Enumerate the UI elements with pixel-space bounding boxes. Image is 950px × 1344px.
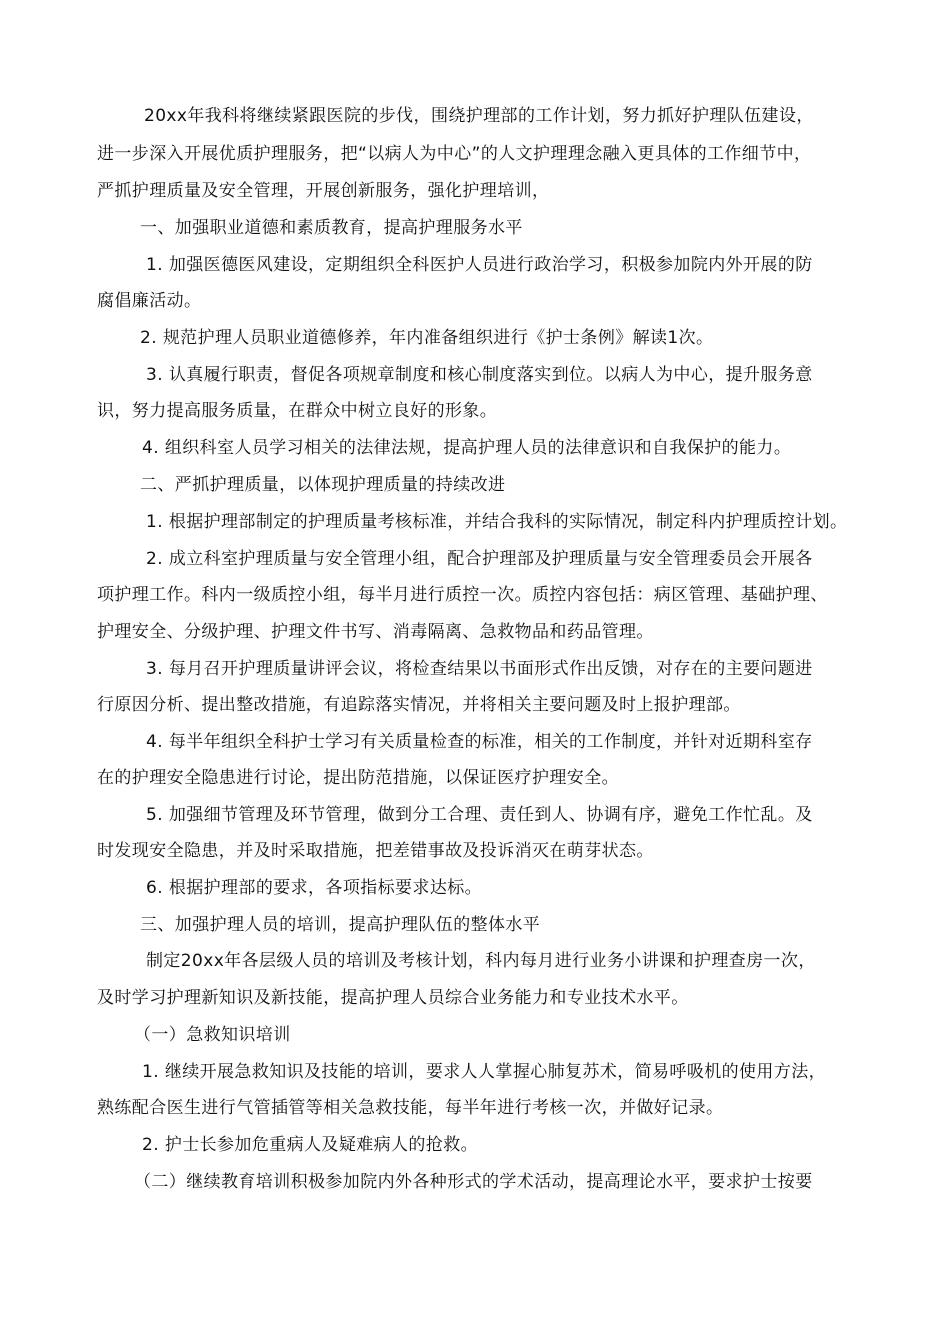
paragraph-line: 1. 根据护理部制定的护理质量考核标准，并结合我科的实际情况，制定科内护理质控计划。 [146, 512, 848, 532]
paragraph-line: 4. 每半年组织全科护士学习有关质量检查的标准，相关的工作制度，并针对近期科室存 [146, 732, 813, 752]
paragraph-line: 1. 加强医德医风建设，定期组织全科医护人员进行政治学习，积极参加院内外开展的防 [146, 255, 813, 275]
paragraph-line: 护理安全、分级护理、护理文件书写、消毒隔离、急救物品和药品管理。 [97, 622, 654, 642]
paragraph-line: 3. 每月召开护理质量讲评会议，将检查结果以书面形式作出反馈，对存在的主要问题进 [146, 659, 813, 679]
paragraph-line: 及时学习护理新知识及新技能，提高护理人员综合业务能力和专业技术水平。 [97, 988, 689, 1008]
paragraph-line: 2. 规范护理人员职业道德修养，年内准备组织进行《护士条例》解读1次。 [140, 328, 714, 348]
heading-line: 三、加强护理人员的培训，提高护理队伍的整体水平 [140, 915, 541, 935]
heading-line: （二）继续教育培训积极参加院内外各种形式的学术活动，提高理论水平，要求护士按要 [134, 1172, 813, 1192]
paragraph-line: 6. 根据护理部的要求，各项指标要求达标。 [146, 878, 483, 898]
paragraph-line: 2. 成立科室护理质量与安全管理小组，配合护理部及护理质量与安全管理委员会开展各 [146, 549, 813, 569]
paragraph-line: 20xx年我科将继续紧跟医院的步伐，围绕护理部的工作计划，努力抓好护理队伍建设， [144, 106, 814, 126]
paragraph-line: 2. 护士长参加危重病人及疑难病人的抢救。 [142, 1135, 479, 1155]
paragraph-line: 时发现安全隐患，并及时采取措施，把差错事故及投诉消灭在萌芽状态。 [97, 841, 654, 861]
paragraph-line: 制定20xx年各层级人员的培训及考核计划，科内每月进行业务小讲课和护理查房一次， [146, 951, 816, 971]
paragraph-line: 4. 组织科室人员学习相关的法律法规，提高护理人员的法律意识和自我保护的能力。 [142, 438, 792, 458]
heading-line: （一）急救知识培训 [134, 1025, 291, 1045]
paragraph-line: 识，努力提高服务质量，在群众中树立良好的形象。 [97, 401, 498, 421]
paragraph-line: 1. 继续开展急救知识及技能的培训，要求人人掌握心肺复苏术，简易呼吸机的使用方法， [142, 1062, 827, 1082]
paragraph-line: 在的护理安全隐患进行讨论，提出防范措施，以保证医疗护理安全。 [97, 768, 619, 788]
paragraph-line: 进一步深入开展优质护理服务，把“以病人为中心”的人文护理理念融入更具体的工作细节中， [97, 144, 812, 164]
paragraph-line: 严抓护理质量及安全管理，开展创新服务，强化护理培训， [97, 181, 550, 201]
heading-line: 一、加强职业道德和素质教育，提高护理服务水平 [140, 218, 523, 238]
paragraph-line: 熟练配合医生进行气管插管等相关急救技能，每半年进行考核一次，并做好记录。 [97, 1098, 724, 1118]
heading-line: 二、严抓护理质量，以体现护理质量的持续改进 [140, 475, 506, 495]
paragraph-line: 行原因分析、提出整改措施，有追踪落实情况，并将相关主要问题及时上报护理部。 [97, 695, 741, 715]
paragraph-line: 项护理工作。科内一级质控小组，每半月进行质控一次。质控内容包括：病区管理、基础护理、 [97, 585, 828, 605]
paragraph-line: 5. 加强细节管理及环节管理，做到分工合理、责任到人、协调有序，避免工作忙乱。及 [146, 805, 813, 825]
paragraph-line: 腐倡廉活动。 [97, 291, 202, 311]
paragraph-line: 3. 认真履行职责，督促各项规章制度和核心制度落实到位。以病人为中心，提升服务意 [146, 365, 813, 385]
